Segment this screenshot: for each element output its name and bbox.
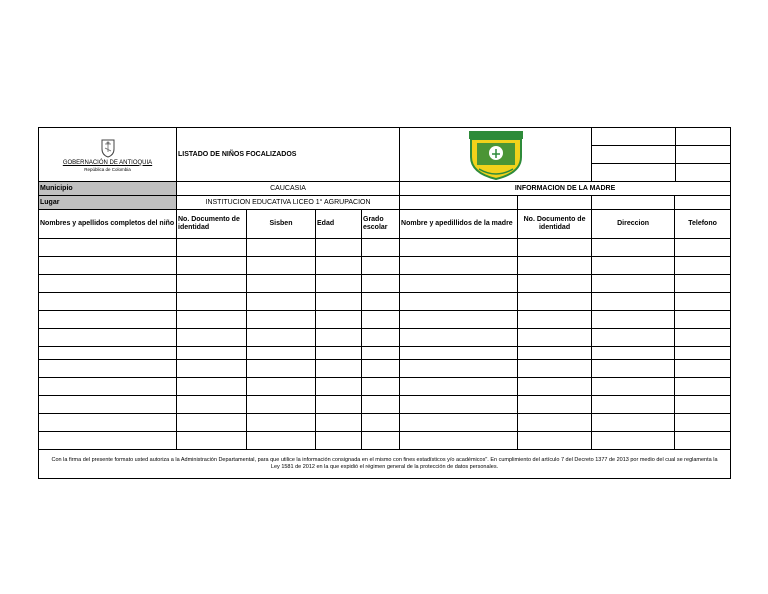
table-cell[interactable]	[247, 396, 316, 414]
table-cell[interactable]	[592, 293, 675, 311]
table-row	[39, 275, 731, 293]
header-grid-cell[interactable]	[675, 128, 731, 146]
table-cell[interactable]	[518, 239, 592, 257]
table-cell[interactable]	[362, 432, 400, 450]
table-cell[interactable]	[247, 239, 316, 257]
table-cell[interactable]	[39, 311, 177, 329]
table-cell[interactable]	[362, 239, 400, 257]
table-cell[interactable]	[518, 432, 592, 450]
header-grid-cell[interactable]	[675, 146, 731, 164]
table-cell[interactable]	[592, 329, 675, 347]
table-cell[interactable]	[362, 396, 400, 414]
col-grado: Grado escolar	[362, 210, 400, 239]
table-cell[interactable]	[592, 347, 675, 360]
table-cell[interactable]	[362, 275, 400, 293]
table-cell[interactable]	[362, 347, 400, 360]
table-cell[interactable]	[400, 329, 518, 347]
header-row	[39, 128, 731, 182]
table-cell[interactable]	[177, 311, 247, 329]
gov-logo-cell	[39, 128, 177, 182]
municipio-label: Municipio	[39, 182, 177, 196]
madre-section-title: INFORMACION DE LA MADRE	[400, 182, 731, 196]
table-cell[interactable]	[592, 396, 675, 414]
table-cell[interactable]	[675, 396, 731, 414]
table-row	[39, 414, 731, 432]
col-documento: No. Documento de identidad	[177, 210, 247, 239]
table-cell[interactable]	[675, 293, 731, 311]
table-cell[interactable]	[362, 414, 400, 432]
table-cell[interactable]	[362, 329, 400, 347]
table-cell[interactable]	[247, 311, 316, 329]
table-cell[interactable]	[518, 378, 592, 396]
table-cell[interactable]	[518, 329, 592, 347]
table-cell[interactable]	[316, 378, 362, 396]
table-cell[interactable]	[316, 293, 362, 311]
col-edad: Edad	[316, 210, 362, 239]
table-cell[interactable]	[39, 378, 177, 396]
table-row	[39, 239, 731, 257]
table-cell[interactable]	[518, 311, 592, 329]
table-cell[interactable]	[362, 311, 400, 329]
table-cell[interactable]	[316, 311, 362, 329]
table-row	[39, 311, 731, 329]
table-cell[interactable]	[675, 347, 731, 360]
table-cell[interactable]	[518, 360, 592, 378]
header-grid-cell[interactable]	[592, 128, 675, 146]
col-sisben: Sisben	[247, 210, 316, 239]
table-cell[interactable]	[400, 257, 518, 275]
table-cell[interactable]	[518, 396, 592, 414]
form-sheet	[38, 127, 730, 479]
table-cell[interactable]	[400, 293, 518, 311]
table-cell[interactable]	[675, 329, 731, 347]
table-cell[interactable]	[39, 360, 177, 378]
lugar-label: Lugar	[39, 196, 177, 210]
privacy-notice: Con la firma del presente formato usted autoriza a la Administración Departamental, para que utilice la información consignada en el mismo con fines estadísticos y/o académicos". En cumplimiento del artículo 7 del Decreto 1377 de 2013 por medio del cual se reglamenta la Ley 1581 de 2012 en la que expidió el régimen general de la protección de datos personales.	[39, 450, 731, 479]
table-cell[interactable]	[39, 257, 177, 275]
table-cell[interactable]	[39, 396, 177, 414]
form-title: LISTADO DE NIÑOS FOCALIZADOS	[177, 128, 400, 182]
lugar-value[interactable]: INSTITUCION EDUCATIVA LICEO 1° AGRUPACION	[177, 196, 400, 210]
table-cell[interactable]	[177, 275, 247, 293]
table-cell[interactable]	[247, 329, 316, 347]
table-cell[interactable]	[177, 396, 247, 414]
antioquia-coat-of-arms-icon	[99, 138, 117, 158]
table-cell[interactable]	[316, 396, 362, 414]
table-cell[interactable]	[247, 414, 316, 432]
table-cell[interactable]	[400, 360, 518, 378]
table-row	[39, 293, 731, 311]
table-cell[interactable]	[177, 293, 247, 311]
table-cell[interactable]	[518, 257, 592, 275]
table-cell[interactable]	[675, 432, 731, 450]
table-cell[interactable]	[177, 257, 247, 275]
table-cell[interactable]	[316, 360, 362, 378]
table-cell[interactable]	[247, 257, 316, 275]
table-cell[interactable]	[675, 360, 731, 378]
table-cell[interactable]	[39, 329, 177, 347]
table-cell[interactable]	[518, 414, 592, 432]
table-cell[interactable]	[247, 432, 316, 450]
table-cell[interactable]	[362, 257, 400, 275]
table-cell[interactable]	[518, 293, 592, 311]
table-cell[interactable]	[362, 360, 400, 378]
table-cell[interactable]	[592, 414, 675, 432]
header-grid-cell[interactable]	[592, 146, 675, 164]
column-header-row	[39, 210, 731, 239]
table-cell[interactable]	[247, 360, 316, 378]
table-cell[interactable]	[675, 239, 731, 257]
table-cell[interactable]	[675, 275, 731, 293]
table-cell[interactable]	[675, 414, 731, 432]
header-grid-cell[interactable]	[675, 164, 731, 182]
table-cell[interactable]	[177, 414, 247, 432]
form-table	[38, 127, 731, 479]
lugar-blank[interactable]	[400, 196, 518, 210]
table-cell[interactable]	[592, 378, 675, 396]
table-cell[interactable]	[247, 293, 316, 311]
lugar-blank[interactable]	[675, 196, 731, 210]
lugar-blank[interactable]	[518, 196, 592, 210]
municipio-value[interactable]: CAUCASIA	[177, 182, 400, 196]
table-cell[interactable]	[362, 293, 400, 311]
gov-name: GOBERNACIÓN DE ANTIOQUIA	[62, 159, 153, 166]
table-cell[interactable]	[316, 414, 362, 432]
table-cell[interactable]	[592, 239, 675, 257]
table-row	[39, 360, 731, 378]
table-cell[interactable]	[39, 347, 177, 360]
table-cell[interactable]	[400, 378, 518, 396]
table-cell[interactable]	[400, 347, 518, 360]
col-nombre-nino: Nombres y apellidos completos del niño	[39, 210, 177, 239]
table-cell[interactable]	[400, 432, 518, 450]
header-blank-grid	[592, 128, 731, 182]
table-cell[interactable]	[39, 293, 177, 311]
col-documento-madre: No. Documento de identidad	[518, 210, 592, 239]
header-grid-cell[interactable]	[592, 164, 675, 182]
table-cell[interactable]	[362, 378, 400, 396]
lugar-row	[39, 196, 731, 210]
table-cell[interactable]	[316, 239, 362, 257]
table-cell[interactable]	[316, 275, 362, 293]
table-cell[interactable]	[177, 347, 247, 360]
table-cell[interactable]	[400, 311, 518, 329]
gov-subtitle: República de Colombia	[84, 166, 131, 172]
table-row	[39, 347, 731, 360]
table-cell[interactable]	[592, 275, 675, 293]
school-shield-icon	[463, 129, 529, 181]
table-cell[interactable]	[39, 414, 177, 432]
table-row	[39, 329, 731, 347]
lugar-blank[interactable]	[592, 196, 675, 210]
table-cell[interactable]	[400, 414, 518, 432]
table-cell[interactable]	[592, 257, 675, 275]
table-row	[39, 396, 731, 414]
municipio-row	[39, 182, 731, 196]
data-rows	[39, 239, 731, 450]
table-cell[interactable]	[177, 360, 247, 378]
table-row	[39, 432, 731, 450]
table-row	[39, 257, 731, 275]
table-cell[interactable]	[177, 378, 247, 396]
table-cell[interactable]	[316, 257, 362, 275]
table-cell[interactable]	[247, 378, 316, 396]
table-cell[interactable]	[518, 347, 592, 360]
table-cell[interactable]	[675, 311, 731, 329]
table-cell[interactable]	[316, 347, 362, 360]
table-cell[interactable]	[400, 275, 518, 293]
table-cell[interactable]	[177, 239, 247, 257]
table-cell[interactable]	[592, 360, 675, 378]
table-cell[interactable]	[675, 257, 731, 275]
school-logo-cell	[400, 128, 592, 182]
table-cell[interactable]	[400, 396, 518, 414]
table-cell[interactable]	[400, 239, 518, 257]
table-cell[interactable]	[39, 275, 177, 293]
table-cell[interactable]	[316, 432, 362, 450]
col-direccion: Direccion	[592, 210, 675, 239]
table-cell[interactable]	[247, 347, 316, 360]
table-cell[interactable]	[177, 432, 247, 450]
table-cell[interactable]	[592, 432, 675, 450]
col-nombre-madre: Nombre y apedillidos de la madre	[400, 210, 518, 239]
table-cell[interactable]	[518, 275, 592, 293]
table-cell[interactable]	[177, 329, 247, 347]
col-telefono: Telefono	[675, 210, 731, 239]
table-cell[interactable]	[39, 432, 177, 450]
table-row	[39, 378, 731, 396]
table-cell[interactable]	[247, 275, 316, 293]
table-cell[interactable]	[675, 378, 731, 396]
table-cell[interactable]	[316, 329, 362, 347]
footer-row	[39, 450, 731, 479]
table-cell[interactable]	[39, 239, 177, 257]
table-cell[interactable]	[592, 311, 675, 329]
